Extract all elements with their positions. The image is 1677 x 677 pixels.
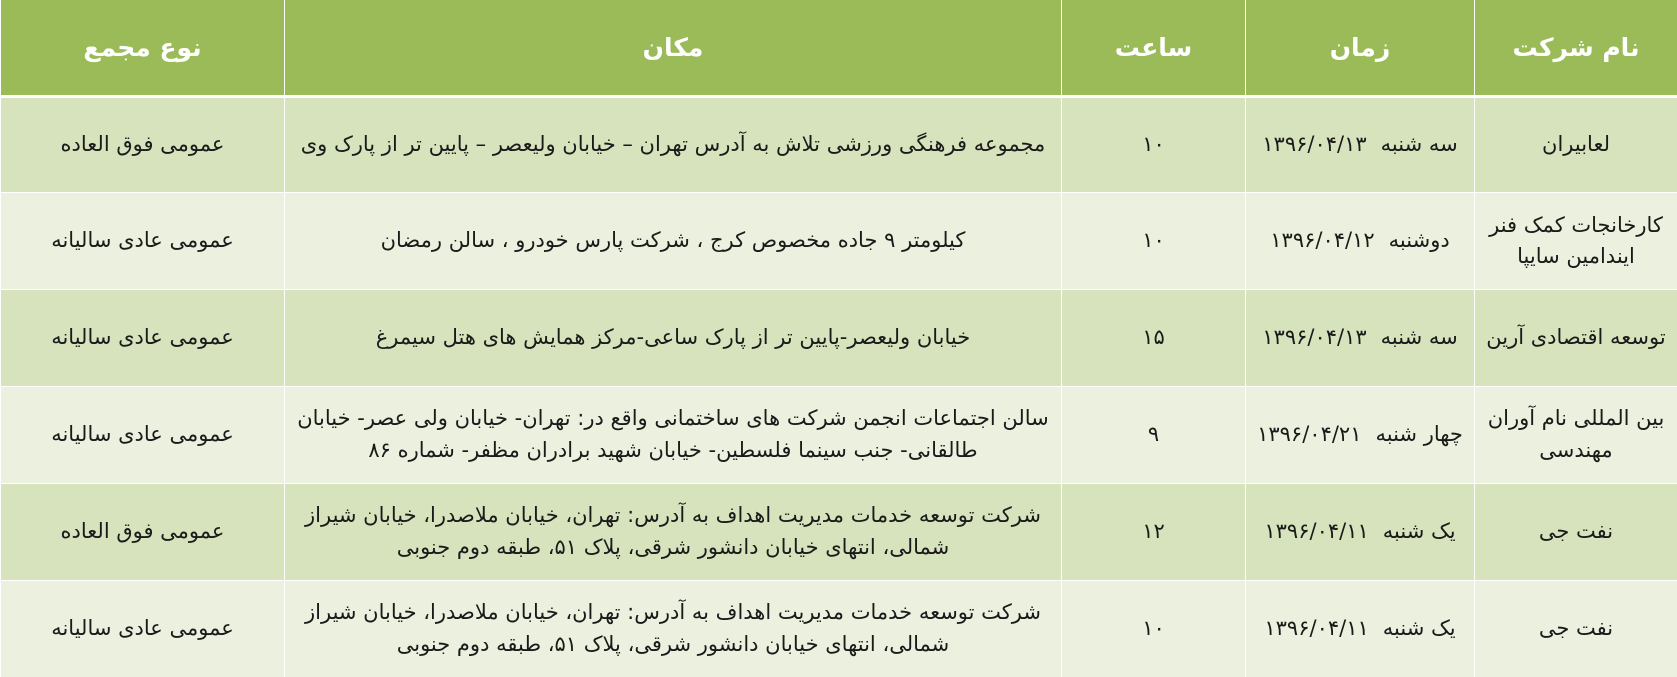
cell-meeting-type: عمومی عادی سالیانه (1, 290, 285, 387)
cell-company: لعابیران (1475, 96, 1677, 193)
table-row (1, 290, 1677, 387)
cell-day: چهار شنبه (1375, 422, 1463, 447)
cell-hour: ۱۲ (1062, 483, 1246, 580)
header-row (1, 0, 1677, 96)
cell-place: مجموعه فرهنگی ورزشی تلاش به آدرس تهران – خیابان ولیعصر – پایین تر از پارک وی (285, 96, 1062, 193)
table-row (1, 580, 1677, 677)
cell-date-value: ۱۳۹۶/۰۴/۱۱ (1264, 616, 1369, 641)
cell-hour: ۱۵ (1062, 290, 1246, 387)
header-hour: ساعت (1062, 0, 1246, 96)
table-header (1, 0, 1677, 96)
table-row (1, 386, 1677, 483)
table-row (1, 483, 1677, 580)
cell-date (1246, 96, 1475, 193)
cell-hour: ۱۰ (1062, 96, 1246, 193)
cell-day: سه شنبه (1380, 325, 1458, 350)
header-meeting-type: نوع مجمع (1, 0, 285, 96)
cell-hour: ۹ (1062, 386, 1246, 483)
table-row (1, 193, 1677, 290)
cell-meeting-type: عمومی عادی سالیانه (1, 580, 285, 677)
cell-date-value: ۱۳۹۶/۰۴/۱۱ (1264, 518, 1369, 543)
cell-meeting-type: عمومی عادی سالیانه (1, 386, 285, 483)
cell-place: شرکت توسعه خدمات مدیریت اهداف به آدرس: تهران، خیابان ملاصدرا، خیابان شیراز شمالی، انتهای خیابان دانشور شرقی، پلاک ۵۱، طبقه دوم جنوبی (285, 483, 1062, 580)
cell-date-value: ۱۳۹۶/۰۴/۱۳ (1262, 132, 1367, 157)
cell-hour: ۱۰ (1062, 580, 1246, 677)
cell-company: نفت جی (1475, 580, 1677, 677)
cell-day: سه شنبه (1380, 132, 1458, 157)
cell-company: کارخانجات کمک فنر ایندامین سایپا (1475, 193, 1677, 290)
cell-company: توسعه اقتصادی آرین (1475, 290, 1677, 387)
cell-day: یک شنبه (1382, 616, 1456, 641)
cell-hour: ۱۰ (1062, 193, 1246, 290)
header-date: زمان (1246, 0, 1475, 96)
table-body (1, 96, 1677, 677)
header-place: مکان (285, 0, 1062, 96)
cell-date-value: ۱۳۹۶/۰۴/۱۲ (1270, 228, 1375, 253)
header-company: نام شرکت (1475, 0, 1677, 96)
cell-date (1246, 483, 1475, 580)
cell-date-value: ۱۳۹۶/۰۴/۱۳ (1262, 325, 1367, 350)
cell-meeting-type: عمومی فوق العاده (1, 483, 285, 580)
cell-place: سالن اجتماعات انجمن شرکت های ساختمانی واقع در: تهران- خیابان ولی عصر- خیابان طالقانی- جنب سینما فلسطین- خیابان شهید برادران مظفر- شماره ۸۶ (285, 386, 1062, 483)
cell-date (1246, 580, 1475, 677)
cell-date (1246, 386, 1475, 483)
cell-day: یک شنبه (1382, 518, 1456, 543)
cell-place: شرکت توسعه خدمات مدیریت اهداف به آدرس: تهران، خیابان ملاصدرا، خیابان شیراز شمالی، انتهای خیابان دانشور شرقی، پلاک ۵۱، طبقه دوم جنوبی (285, 580, 1062, 677)
cell-day: دوشنبه (1388, 228, 1450, 253)
cell-company: نفت جی (1475, 483, 1677, 580)
cell-meeting-type: عمومی فوق العاده (1, 96, 285, 193)
cell-meeting-type: عمومی عادی سالیانه (1, 193, 285, 290)
cell-company: بین المللی نام آوران مهندسی (1475, 386, 1677, 483)
cell-date (1246, 290, 1475, 387)
cell-date (1246, 193, 1475, 290)
cell-date-value: ۱۳۹۶/۰۴/۲۱ (1257, 422, 1362, 447)
cell-place: خیابان ولیعصر-پایین تر از پارک ساعی-مرکز همایش های هتل سیمرغ (285, 290, 1062, 387)
table-row (1, 96, 1677, 193)
cell-place: کیلومتر ۹ جاده مخصوص کرج ، شرکت پارس خودرو ، سالن رمضان (285, 193, 1062, 290)
